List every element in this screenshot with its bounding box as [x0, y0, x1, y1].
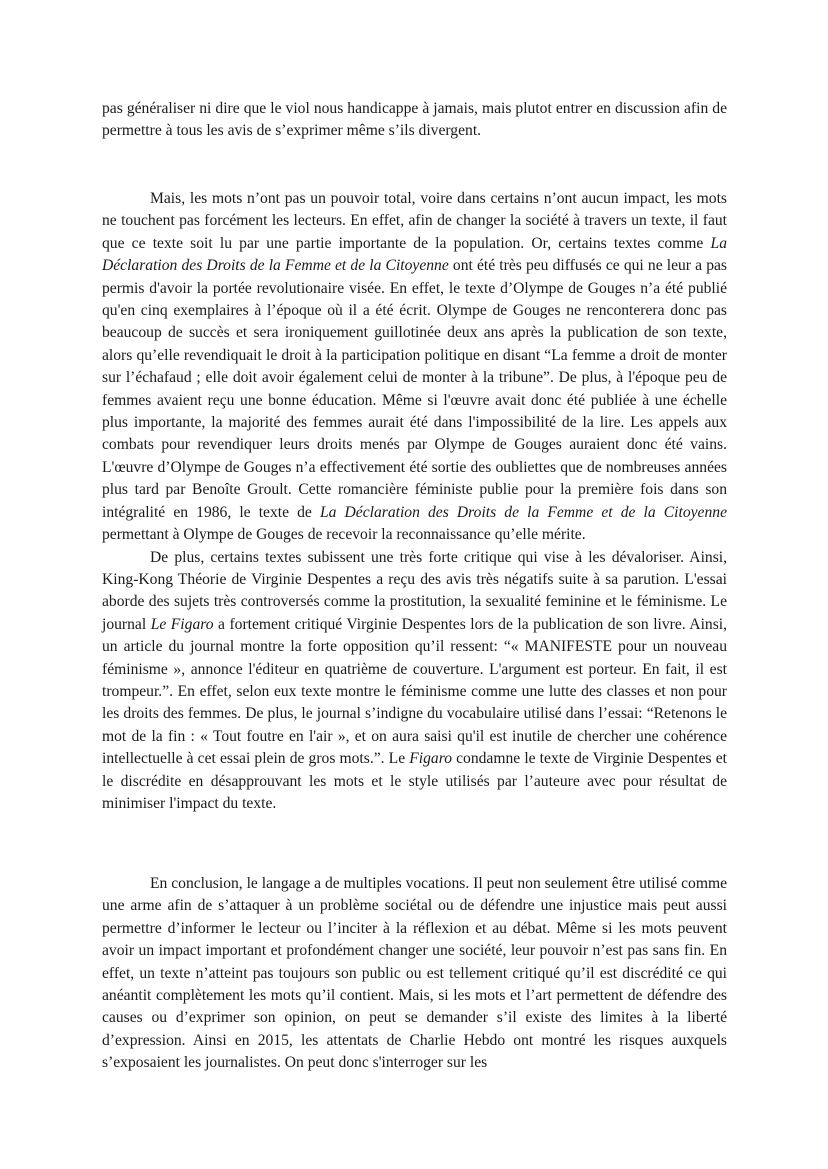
text-run: Mais, les mots n’ont pas un pouvoir total, voire dans certains n’ont aucun impact, les mots ne touchent pas forcément les lecteurs. En effet, afin de changer la société à travers un texte, il faut que ce texte soit lu par une partie importante de la population. Or, certains textes comme [102, 190, 727, 252]
paragraph-intro-end [102, 98, 727, 143]
text-run: ont été très peu diffusés ce qui ne leur a pas permis d'avoir la portée revolutionaire visée. En effet, le texte d’Olympe de Gouges n’a été publié qu'en cinq exemplaires à l’époque où il a été écrit. Olympe de Gouges ne renconterera donc pas beaucoup de succès et sera ironiquement guillotinée deux ans après la publication de son texte, alors qu’elle revendiquait le droit à la participation politique en disant “La femme a droit de monter sur l’échafaud ; elle doit avoir également celui de monter à la tribune”. De plus, à l'époque peu de femmes avaient reçu une bonne éducation. Même si l'œuvre avait donc été publiée à une échelle plus importante, la majorité des femmes aurait été dans l'impossibilité de la lire. Les appels aux combats pour revendiquer leurs droits menés par Olympe de Gouges auraient donc été vains. L'œuvre d’Olympe de Gouges n’a effectivement été sortie des oubliettes que de nombreuses années plus tard par Benoîte Groult. Cette romancière féministe publie pour la première fois dans son intégralité en 1986, le texte de [102, 257, 727, 521]
text-run: a fortement critiqué Virginie Despentes lors de la publication de son livre. Ainsi, un article du journal montre la forte opposition qu’il ressent: “« MANIFESTE pour un nouveau féminisme », annonce l'éditeur en quatrième de couverture. L'argument est porteur. En fait, il est trompeur.”. En effet, selon eux texte montre le féminisme comme une lutte des classes et non pour les droits des femmes. De plus, le journal s’indigne du vocabulaire utilisé dans l’essai: “Retenons le mot de la fin : « Tout foutre en l'air », et on aura saisi qu'il est inutile de chercher une cohérence intellectuelle à cet essai plein de gros mots.”. Le [102, 615, 727, 768]
paragraph-text: pas généraliser ni dire que le viol nous handicappe à jamais, mais plutot entrer en discussion afin de permettre à tous les avis de s’exprimer même s’ils divergent. [102, 100, 727, 140]
italic-journal: Figaro [409, 750, 452, 768]
paragraph-mais [102, 188, 727, 547]
text-run: condamne le texte de Virginie Despentes et le discrédite en désapprouvant les mots et le style utilisés par l’auteure avec pour résultat de minimiser l'impact du texte. [102, 750, 727, 812]
paragraph-text: En conclusion, le langage a de multiples vocations. Il peut non seulement être utilisé comme une arme afin de s’attaquer à un problème sociétal ou de défendre une injustice mais peut aussi permettre d’informer le lecteur ou l’inciter à la réflexion et au débat. Même si les mots peuvent avoir un impact important et profondément changer une société, leur pouvoir n’est pas sans fin. En effet, un texte n’atteint pas toujours son public ou est tellement critiqué qu’il est discrédité ce qui anéantit complètement les mots qu’il contient. Mais, si les mots et l’art permettent de défendre des causes ou d’exprimer son opinion, on peut se demander s’il existe des limites à la liberté d’expression. Ainsi en 2015, les attentats de Charlie Hebdo ont montré les risques auxquels s’exposaient les journalistes. On peut donc s'interroger sur les [102, 875, 727, 1072]
paragraph-critique [102, 547, 727, 816]
text-run: De plus, certains textes subissent une très forte critique qui vise à les dévaloriser. Ainsi, King-Kong Théorie de Virginie Despentes a reçu des avis très négatifs suite à sa parution. L'essai aborde des sujets très controversés comme la prostitution, la sexualité feminine et le féminisme. Le journal [102, 548, 727, 633]
italic-journal: Le Figaro [150, 615, 214, 633]
italic-title: La Déclaration des Droits de la Femme et de la Citoyenne [319, 503, 727, 521]
italic-title: La Déclaration des Droits de la Femme et de la Citoyenne [102, 234, 727, 275]
paragraph-conclusion [102, 873, 727, 1075]
paragraph-group-body [102, 188, 727, 815]
text-run: permettant à Olympe de Gouges de recevoir la reconnaissance qu’elle mérite. [102, 526, 586, 544]
